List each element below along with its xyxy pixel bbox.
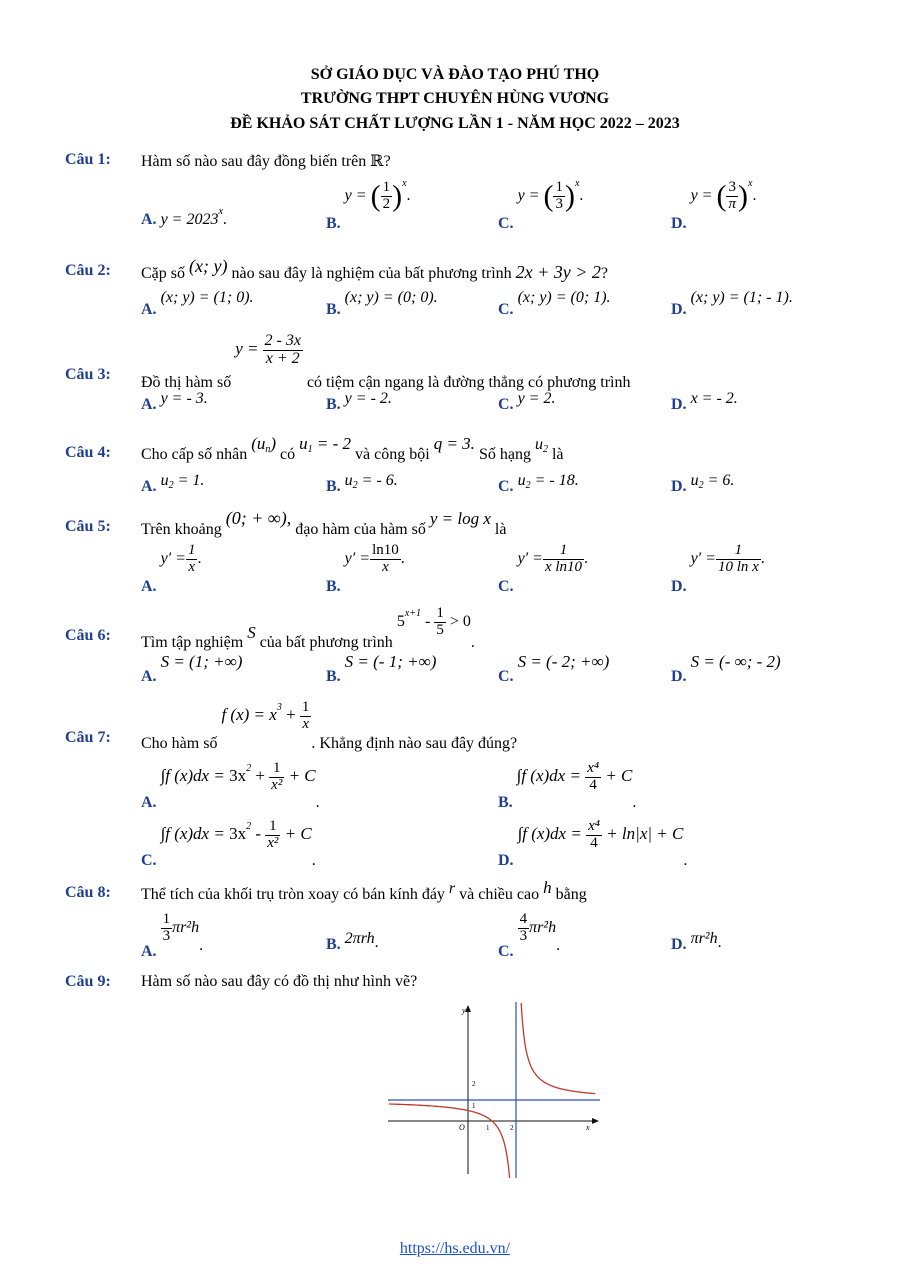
q7-a-1: 3x — [229, 766, 247, 786]
q5-c-frac — [543, 543, 584, 576]
q4-u1: u — [299, 434, 308, 453]
q5-a-frac — [186, 543, 198, 576]
q7-d-dot: . — [683, 852, 688, 870]
q7-c-1: 3x — [229, 824, 247, 844]
q6-option-c-text: S = (- 2; +∞) — [517, 652, 610, 671]
q7-c-den: x² — [267, 834, 279, 851]
q4-stem-3: và công bội — [355, 446, 430, 463]
q8-r: r — [448, 880, 456, 897]
q2-option-d-letter: D. — [671, 301, 687, 318]
q7-option-a-letter: A. — [141, 794, 157, 812]
q7-option-b[interactable] — [498, 760, 637, 812]
q1-option-b[interactable]: B. y = ( $\frac{1}{2}$ )$^x$. — [326, 178, 411, 232]
q5-d-den: 10 ln x — [717, 558, 759, 575]
q1-b-num: 1 — [382, 179, 391, 196]
q5-label: Câu 5: — [65, 518, 111, 535]
q7-c-int: ∫f (x)dx = — [160, 824, 230, 844]
q5-b-den: x — [382, 558, 389, 575]
q4-option-b[interactable] — [326, 472, 398, 495]
q4-option-a-text: = 1. — [173, 472, 205, 489]
q4-option-c-letter: C. — [498, 478, 514, 495]
q6-option-a-letter: A. — [141, 668, 157, 685]
q8-c-dot: . — [556, 936, 561, 954]
q7-option-d-letter: D. — [498, 852, 514, 870]
q3-y-eq: y = — [235, 338, 259, 358]
q6-minus: - — [421, 612, 435, 630]
q5-stem-3: là — [494, 521, 507, 538]
q7-d-3: + ln|x| + C — [601, 824, 684, 844]
q8-a-rest: πr²h — [172, 918, 200, 936]
q1-option-d[interactable]: D. y = ( $\frac{3}{\pi}$ )$^x$. — [671, 178, 757, 232]
q7-a-num: 1 — [269, 761, 284, 778]
q4-seq: (u — [251, 434, 266, 453]
q3-option-b[interactable] — [326, 390, 392, 413]
q7-stem — [141, 699, 518, 753]
q8-stem-2: và chiều cao — [459, 886, 540, 903]
q8-stem — [141, 878, 587, 903]
q7-b-int: ∫f (x)dx = — [516, 766, 586, 786]
q1-c-exp: x — [574, 178, 580, 189]
q4-option-c[interactable] — [498, 472, 579, 495]
q3-stem-2: có tiệm cận ngang là đường thẳng có phương trình — [306, 373, 631, 391]
q1-option-a-text: y = 2023 — [160, 211, 219, 228]
q4-option-d[interactable] — [671, 472, 735, 495]
q7-option-c[interactable] — [141, 818, 316, 870]
q6-exp: x+1 — [404, 607, 421, 619]
q8-stem-1: Thể tích của khối trụ tròn xoay có bán kính đáy — [141, 886, 445, 903]
q7-option-b-letter: B. — [498, 794, 513, 812]
q5-option-c[interactable] — [498, 542, 589, 595]
q5-option-d-letter: D. — [671, 577, 687, 595]
q8-a-dot: . — [199, 936, 204, 954]
q3-stem — [141, 332, 631, 391]
q1-option-b-frac — [381, 180, 393, 213]
q1-c-num: 1 — [555, 179, 563, 196]
q6-stem — [141, 605, 475, 651]
q7-c-2: - — [251, 824, 266, 844]
q4-c-u-sub: 2 — [525, 480, 531, 491]
q7-den: x — [302, 715, 309, 732]
q3-option-d-text: x = - 2. — [690, 390, 738, 407]
q2-option-d-text: (x; y) = (1; - 1). — [690, 289, 793, 306]
q4-seq-end: ) — [270, 434, 277, 453]
q7-b-num: x⁴ — [587, 760, 600, 776]
header-line-2: TRƯỜNG THPT CHUYÊN HÙNG VƯƠNG — [300, 90, 610, 107]
q6-option-c[interactable] — [498, 652, 610, 685]
q3-option-a-letter: A. — [141, 396, 157, 413]
q6-dot: . — [470, 633, 475, 651]
q6-option-b-text: S = (- 1; +∞) — [344, 652, 437, 671]
q5-d-frac — [716, 543, 761, 576]
q4-option-b-letter: B. — [326, 478, 341, 495]
q5-option-c-letter: C. — [498, 577, 514, 595]
q6-stem-2: của bất phương trình — [259, 633, 393, 651]
q5-option-a[interactable] — [141, 542, 202, 595]
q5-stem-2: đạo hàm của hàm số — [295, 521, 426, 538]
header-line-3: ĐỀ KHẢO SÁT CHẤT LƯỢNG LẦN 1 - NĂM HỌC 2022 – 2023 — [230, 115, 680, 132]
q9-tick-y2: 2 — [472, 1080, 476, 1088]
q4-a-u-sub: 2 — [168, 480, 174, 491]
q1-b-exp: x — [402, 178, 407, 189]
q3-label: Câu 3: — [65, 366, 111, 383]
q1-option-b-letter: B. — [326, 215, 341, 232]
q4-b-u-sub: 2 — [352, 480, 358, 491]
q9-x-label: x — [586, 1123, 590, 1132]
q8-stem-3: bằng — [555, 886, 587, 903]
q7-d-num: x⁴ — [588, 818, 600, 834]
q1-option-d-frac — [726, 180, 738, 213]
q8-option-a-letter: A. — [141, 942, 157, 960]
q7-plus: + — [281, 705, 300, 725]
q7-c-sup: 2 — [246, 821, 252, 833]
q4-option-a[interactable] — [141, 472, 205, 495]
q7-a-2: + — [251, 766, 270, 786]
q8-c-num: 4 — [519, 911, 528, 927]
q7-num: 1 — [301, 699, 310, 715]
q6-set: S — [247, 622, 256, 642]
q4-stem — [141, 434, 564, 463]
q3-den: x + 2 — [265, 349, 300, 367]
q4-option-d-text: = 6. — [703, 472, 735, 489]
q2-stem-2: nào sau đây là nghiệm của bất phương trình — [231, 265, 512, 282]
q4-b-u: u — [344, 472, 353, 489]
q2-option-b-text: (x; y) = (0; 0). — [344, 289, 438, 306]
q4-stem-2: có — [280, 446, 296, 463]
q5-c-yp: y′ = — [517, 549, 543, 567]
q3-option-c[interactable] — [498, 390, 556, 413]
q7-a-sup: 2 — [246, 763, 252, 775]
q7-c-dot: . — [311, 852, 316, 870]
q1-stem-end: ? — [383, 153, 391, 170]
q1-d-den: π — [728, 195, 736, 212]
q2-option-c[interactable] — [498, 289, 611, 318]
q6-option-a-text: S = (1; +∞) — [160, 652, 243, 671]
q1-option-c-frac — [553, 180, 565, 213]
q3-option-d-letter: D. — [671, 396, 687, 413]
q5-stem-1: Trên khoảng — [141, 521, 222, 538]
q7-a-den: x² — [271, 776, 283, 793]
q9-tick-x2: 2 — [510, 1124, 514, 1132]
q7-b-3: + C — [601, 766, 633, 786]
q2-stem-1: Cặp số — [141, 265, 185, 282]
q1-stem — [141, 151, 391, 171]
q2-label: Câu 2: — [65, 262, 111, 279]
q8-c-rest: πr²h — [529, 918, 557, 936]
q6-option-d-letter: D. — [671, 668, 687, 685]
q9-tick-y1: 1 — [472, 1102, 476, 1110]
q6-label: Câu 6: — [65, 627, 111, 644]
q6-num: 1 — [436, 605, 444, 621]
q9-origin-label: O — [459, 1123, 465, 1132]
q7-d-int: ∫f (x)dx = — [517, 824, 587, 844]
q1-stem-text: Hàm số nào sau đây đồng biến trên — [141, 153, 367, 170]
q2-stem-pair: (x; y) — [189, 256, 228, 276]
q1-option-c[interactable]: C. y = ( $\frac{1}{3}$ )$^x$. — [498, 178, 584, 232]
q5-d-dot: . — [760, 549, 765, 567]
q1-option-a-sup: x — [218, 206, 223, 217]
q7-stem-2: . Khẳng định nào sau đây đúng? — [311, 735, 518, 753]
q2-stem-end: ? — [600, 265, 609, 282]
q4-u1-sub: 1 — [307, 444, 313, 455]
q2-stem-ineq: 2x + 3y > 2 — [515, 262, 601, 282]
q7-b-frac — [585, 761, 601, 794]
q7-c-3: + C — [280, 824, 312, 844]
q1-d-num: 3 — [726, 180, 738, 197]
q4-label: Câu 4: — [65, 444, 111, 461]
q7-fx-sup: 3 — [276, 702, 282, 714]
q7-b-dot: . — [632, 794, 637, 812]
q9-tick-x1: 1 — [486, 1124, 490, 1132]
q6-option-b[interactable] — [326, 652, 437, 685]
q8-label: Câu 8: — [65, 884, 111, 901]
q5-b-dot: . — [400, 549, 405, 567]
q5-b-num: ln10 — [372, 542, 399, 558]
q6-option-a[interactable] — [141, 652, 243, 685]
q2-option-c-text: (x; y) = (0; 1). — [517, 289, 611, 306]
q6-option-d[interactable] — [671, 652, 781, 685]
q4-seq-sub: n — [265, 444, 271, 455]
q3-option-a-text: y = - 3. — [160, 390, 208, 407]
q9-y-label: y — [462, 1006, 466, 1015]
q1-option-a-letter: A. — [141, 211, 157, 228]
q2-option-a[interactable] — [141, 289, 254, 318]
q1-c-den: 3 — [555, 195, 563, 212]
q5-a-yp: y′ = — [160, 549, 186, 567]
header-line-1: SỞ GIÁO DỤC VÀ ĐÀO TẠO PHÚ THỌ — [310, 66, 600, 83]
q1-d-exp: x — [747, 178, 753, 189]
q4-option-b-text: = - 6. — [357, 472, 398, 489]
q4-u2-sub: 2 — [542, 444, 548, 455]
q5-c-den: x ln10 — [544, 558, 583, 575]
q5-interval: (0; + ∞), — [225, 508, 292, 528]
q5-b-yp: y′ = — [344, 549, 371, 567]
q8-a-num: 1 — [162, 911, 171, 927]
q8-option-a[interactable] — [141, 911, 204, 960]
q6-base: 5 — [396, 612, 405, 630]
q8-option-c[interactable] — [498, 911, 561, 960]
q4-option-c-text: = - 18. — [530, 472, 579, 489]
q6-option-d-text: S = (- ∞; - 2) — [690, 652, 781, 671]
q8-d-dot: . — [717, 934, 722, 951]
q4-stem-5: là — [551, 446, 564, 463]
q8-a-frac — [161, 912, 173, 945]
q4-q: q = 3. — [433, 434, 475, 453]
q4-option-a-letter: A. — [141, 478, 157, 495]
q8-option-d[interactable] — [671, 930, 722, 953]
q1-stem-r: ℝ — [370, 153, 384, 170]
q9-y-arrow — [465, 1005, 471, 1012]
q8-option-b-letter: B. — [326, 936, 341, 953]
q9-curve-left-branch — [389, 1104, 510, 1178]
q1-option-c-letter: C. — [498, 215, 514, 232]
q2-stem — [141, 256, 609, 283]
q7-label: Câu 7: — [65, 729, 111, 746]
q3-stem-1: Đồ thị hàm số — [141, 373, 232, 391]
q5-option-b-letter: B. — [326, 577, 341, 595]
q5-c-num: 1 — [543, 543, 584, 560]
q8-option-d-letter: D. — [671, 936, 687, 953]
q4-u1-val: = - 2 — [312, 434, 352, 453]
q7-c-num: 1 — [265, 819, 280, 836]
q4-option-d-letter: D. — [671, 478, 687, 495]
q8-b-dot: . — [374, 934, 379, 951]
q1-option-a[interactable] — [141, 206, 227, 229]
q2-option-d[interactable] — [671, 289, 793, 318]
q1-b-den: 2 — [382, 195, 391, 212]
q4-u2: u — [534, 436, 543, 453]
q6-den: 5 — [436, 621, 444, 638]
q2-option-c-letter: C. — [498, 301, 514, 318]
q8-c-frac — [518, 912, 530, 945]
q3-option-d[interactable] — [671, 390, 738, 413]
q5-stem — [141, 508, 507, 538]
q3-option-b-letter: B. — [326, 396, 341, 413]
q7-a-dot: . — [315, 794, 320, 812]
footer — [0, 1240, 910, 1258]
q8-h: h — [543, 878, 552, 897]
q4-c-u: u — [517, 472, 526, 489]
q3-frac — [263, 333, 303, 368]
q7-d-frac — [586, 819, 602, 852]
q3-option-b-text: y = - 2. — [344, 390, 392, 407]
q5-a-num: 1 — [187, 542, 196, 558]
q7-d-den: 4 — [590, 834, 598, 851]
q7-option-c-letter: C. — [141, 852, 157, 870]
q7-fx: f (x) = x — [221, 705, 277, 725]
q7-stem-1: Cho hàm số — [141, 735, 218, 753]
q4-d-u: u — [690, 472, 699, 489]
q7-option-a[interactable] — [141, 760, 320, 812]
q9-curve-right-branch — [521, 1003, 595, 1094]
q5-a-dot: . — [197, 549, 202, 567]
q8-option-b[interactable] — [326, 930, 379, 953]
q5-d-num: 1 — [716, 543, 761, 560]
q2-option-b-letter: B. — [326, 301, 341, 318]
q5-a-den: x — [188, 558, 196, 575]
q2-option-a-text: (x; y) = (1; 0). — [160, 289, 254, 306]
q9-x-arrow — [592, 1118, 599, 1124]
q8-option-c-letter: C. — [498, 942, 514, 960]
q9-label: Câu 9: — [65, 973, 111, 990]
q5-c-dot: . — [584, 549, 589, 567]
q7-a-int: ∫f (x)dx = — [160, 766, 230, 786]
q4-stem-1: Cho cấp số nhân — [141, 446, 248, 463]
q8-a-den: 3 — [162, 927, 171, 944]
q7-b-den: 4 — [589, 776, 597, 793]
q5-b-frac — [370, 543, 401, 576]
q5-option-b[interactable] — [326, 542, 405, 595]
q6-stem-1: Tìm tập nghiệm — [141, 633, 244, 651]
q1-option-d-letter: D. — [671, 215, 687, 232]
q9-stem: Hàm số nào sau đây có đồ thị như hình vẽ? — [141, 973, 418, 990]
q6-option-c-letter: C. — [498, 668, 514, 685]
q3-option-c-letter: C. — [498, 396, 514, 413]
q2-option-a-letter: A. — [141, 301, 157, 318]
q7-a-frac — [269, 761, 284, 794]
q2-option-b[interactable] — [326, 289, 438, 318]
footer-link[interactable]: https://hs.edu.vn/ — [399, 1240, 511, 1257]
q8-option-b-text: 2πrh — [344, 930, 375, 947]
q4-d-u-sub: 2 — [698, 480, 704, 491]
q8-c-den: 3 — [519, 927, 528, 944]
q7-frac — [300, 700, 312, 733]
q3-option-c-text: y = 2. — [517, 390, 556, 407]
q7-a-3: + C — [284, 766, 316, 786]
q5-func: y = log x — [429, 509, 491, 528]
q7-c-frac — [265, 819, 280, 852]
q6-gt: > 0 — [445, 612, 471, 630]
q8-option-d-text: πr²h — [690, 930, 718, 947]
q4-stem-4: Số hạng — [478, 446, 531, 463]
q5-option-d[interactable] — [671, 542, 765, 595]
q5-d-yp: y′ = — [690, 549, 716, 567]
q3-option-a[interactable] — [141, 390, 208, 413]
q5-option-a-letter: A. — [141, 577, 157, 595]
q3-num: 2 - 3x — [264, 332, 301, 349]
q1-label: Câu 1: — [65, 151, 111, 168]
q6-frac — [434, 606, 446, 639]
q9-graph — [388, 1002, 600, 1178]
q1-option-a-end: . — [222, 211, 227, 228]
q4-a-u: u — [160, 472, 169, 489]
q6-option-b-letter: B. — [326, 668, 341, 685]
q7-option-d[interactable] — [498, 818, 688, 870]
